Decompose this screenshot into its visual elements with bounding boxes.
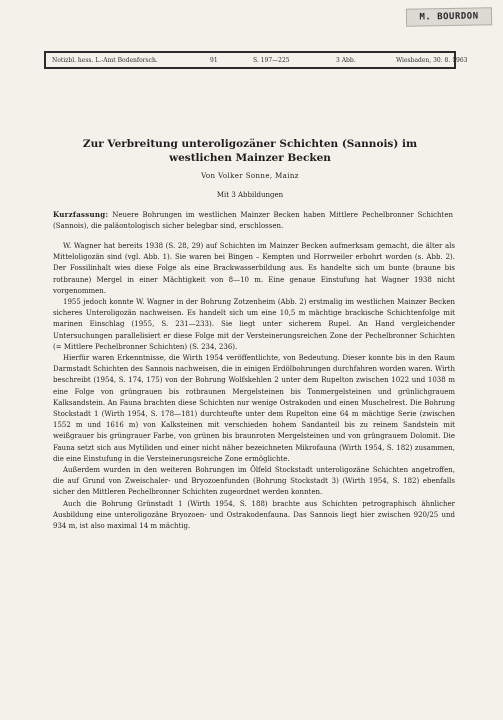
header-place-date: Wiesbaden, 30. 8. 1963 [396, 56, 468, 64]
header-figures: 3 Abb. [336, 56, 356, 64]
header-journal: Notizbl. hess. L.-Amt Bodenforsch. [52, 56, 158, 64]
abstract-text: Neuere Bohrungen im westlichen Mainzer Becken haben Mittlere Pechelbronner Schichten (Sannois), die paläontologisch sicher belegbar sind, erschlossen. [53, 211, 453, 230]
paragraph-5: Auch die Bohrung Grünstadt 1 (Wirth 1954, S. 188) brachte aus Schichten petrographisch ähnlicher Ausbildung eine unteroligozäne Bryozoen- und Ostrakodenfauna. Das Sannois liegt hier zwischen 920/25 und 934 m, ist also maximal 14 m mächtig. [53, 499, 455, 531]
paragraph-3: Hierfür waren Erkenntnisse, die Wirth 1954 veröffentlichte, von Bedeutung. Dieser konnte bis in den Raum Darmstadt Schichten des Sannois nachweisen, die in einigen Erdölbohrungen durchfahren worden waren. Wirth beschreibt (1954, S. 174, 175) von der Bohrung Wolfskehlen 2 unter dem Rupelton zwischen 1022 und 1038 m eine Folge von grüngrauen bis rotbraunen Mergelsteinen bis Tonmergelsteinen und grünlichgrauem Kalksandstein. An Fauna brachten diese Schichten nur wenige Ostrakoden und einen Muschelrest. Die Bohrung Stockstadt 1 (Wirth 1954, S. 178—181) durchteufte unter dem Rupelton eine 64 m mächtige Serie (zwischen 1552 m und 1616 m) von Kalksteinen mit verschieden hohem Sandanteil bis zu reinem Sandstein mit weißgrauer bis grüngrauer Farbe, von grünen bis braunroten Mergelsteinen und von grüngrauem Dolomit. Die Fauna setzt sich aus Mytiliden und einer nicht näher bezeichneten Mikrofauna (Wirth 1954, S. 182) zusammen, die eine Einstufung in die Versteinerungsreiche Zone ermöglichte. [53, 354, 455, 463]
title-line-2: westlichen Mainzer Becken [169, 152, 331, 164]
paragraph-4: Außerdem wurden in den weiteren Bohrungen im Ölfeld Stockstadt unteroligozäne Schichten angetroffen, die auf Grund von Zweischaler- und Bryozoenfunden (Bohrung Stockstadt 3) (Wirth 1954, S. 182) ebenfalls sicher den Mittleren Pechelbronner Schichten zugeordnet werden konnten. [53, 466, 455, 497]
abstract-label: Kurzfassung: [53, 210, 109, 219]
figures-note: Mit 3 Abbildungen [216, 191, 284, 199]
author-line: Von Volker Sonne, Mainz [201, 172, 299, 180]
header-volume: 91 [210, 56, 218, 64]
paragraph-2: 1955 jedoch konnte W. Wagner in der Bohrung Zotzenheim (Abb. 2) erstmalig im westlichen Mainzer Becken sicheres Unteroligozän nachweisen. Es handelt sich um eine 10,5 m mächtige brackische Schichtenfolge mit marinen Einschlag (1955, S. 231—233). Sie liegt unter sicherem Rupel. An Hand vergleichender Untersuchungen parallelisiert er diese Folge mit der Versteinerungsreichen Zone der Pechelbronner Schichten (= Mittlere Pechelbronner Schichten) (S. 234, 236). [53, 298, 455, 351]
abstract [53, 209, 453, 232]
paragraph-1: W. Wagner hat bereits 1938 (S. 28, 29) auf Schichten im Mainzer Becken aufmerksam gemacht, die älter als Mitteloligozän sind (vgl. Abb. 1). Sie waren bei Bingen – Kempten und Horrweiler erbohrt worden (s. Abb. 2). Der Fossilinhalt wies diese Folge als eine Brackwasserbildung aus. Es handelte sich um bunte (braune bis rotbraune) Mergel in einer Mächtigkeit von 8—10 m. Eine genaue Einstufung hat Wagner 1938 nicht vorgenommen. [53, 242, 455, 295]
library-stamp: M. BOURDON [406, 7, 492, 26]
title-line-1: Zur Verbreitung unteroligozäner Schichten (Sannois) im [82, 138, 418, 150]
citation-header-box [44, 51, 468, 69]
article-title [40, 137, 460, 165]
header-pages: S. 197—225 [253, 56, 290, 64]
body-text [53, 241, 455, 532]
